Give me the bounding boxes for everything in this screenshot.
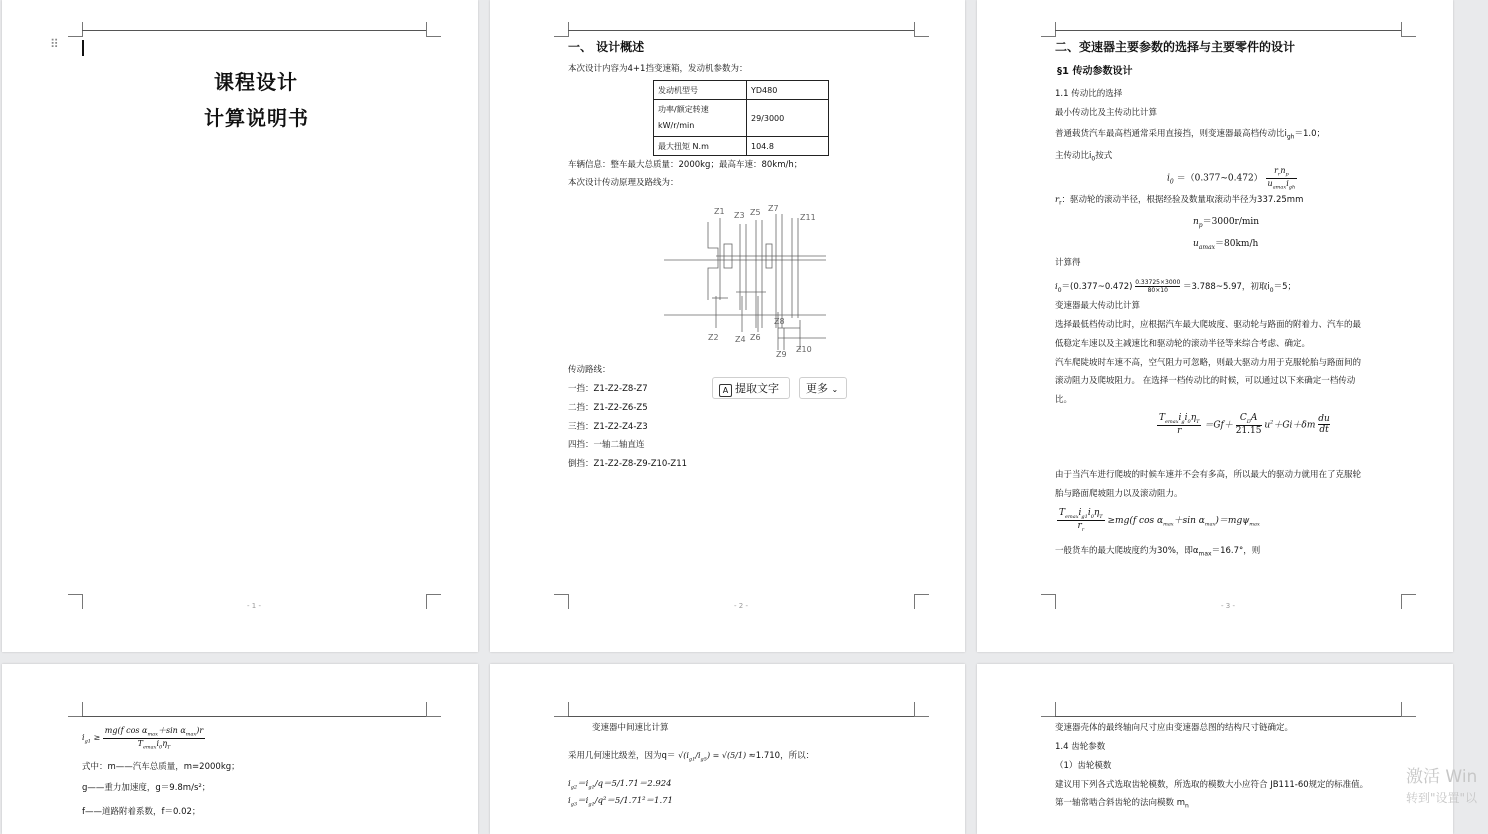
eq-fraction <box>1266 166 1298 190</box>
eq-part: ＝(0.377~0.472) <box>1061 282 1133 293</box>
eq-denominator: $r_r$ <box>1077 520 1085 533</box>
paragraph-text <box>568 751 814 763</box>
eq-part: ＝3000r/min <box>1202 217 1260 227</box>
corner-mark <box>1401 594 1416 609</box>
corner-mark <box>426 594 441 609</box>
eq-part: mg(f cos α <box>104 726 148 735</box>
eq-fraction <box>1057 508 1105 533</box>
header-line <box>82 716 426 717</box>
gear-label: Z4 <box>735 335 746 344</box>
paragraph-text: 比。 <box>1055 395 1073 405</box>
table-cell: 发动机型号 <box>654 81 747 100</box>
eq-denominator: 80×10 <box>1147 287 1168 295</box>
eq-part: u <box>1193 239 1199 249</box>
gear-label: Z5 <box>750 208 761 217</box>
header-line <box>568 30 914 31</box>
eq-fraction <box>103 726 206 750</box>
paragraph-text: g——重力加速度，g＝9.8m/s²； <box>82 783 211 793</box>
text-run: 第一轴常啮合斜齿轮的法向模数 m <box>1055 798 1185 808</box>
diagram-intro: 本次设计传动原理及路线为： <box>568 178 679 188</box>
eq-part: ≥mg(f cos α <box>1107 515 1164 526</box>
gear-label: Z7 <box>768 204 779 213</box>
corner-mark <box>914 22 929 37</box>
paragraph-text: 低稳定车速以及主减速比和驱动轮的滚动半径等来综合考虑、确定。 <box>1055 339 1311 349</box>
eq-part: u <box>1264 420 1271 431</box>
equation-result <box>1055 279 1296 294</box>
corner-mark <box>1041 22 1056 37</box>
header-line <box>568 716 914 717</box>
table-row <box>654 137 829 156</box>
subscript: gh <box>1286 133 1295 141</box>
equation-uamax <box>1193 239 1258 251</box>
text-run: 按式 <box>1095 151 1113 161</box>
paragraph-text: 胎与路面爬坡阻力以及滚动阻力。 <box>1055 489 1183 499</box>
corner-mark <box>68 702 83 717</box>
corner-mark <box>554 22 569 37</box>
paragraph-text <box>1055 798 1189 810</box>
eq-numerator: du <box>1318 413 1330 424</box>
equation-np <box>1193 217 1259 229</box>
text-run: ＝1.0； <box>1294 129 1326 139</box>
paragraph-text: 变速器壳体的最终轴向尺寸应由变速器总图的结构尺寸链确定。 <box>1055 723 1294 733</box>
subscript: n <box>1184 802 1189 810</box>
eq-part: )＝mgψ <box>1215 515 1250 526</box>
transmission-diagram <box>660 200 840 358</box>
subscript: 0 <box>1269 286 1274 294</box>
subscript: r <box>1277 171 1281 178</box>
document-page-1 <box>2 0 478 652</box>
text-recognize-icon: A <box>719 384 732 397</box>
eq-fraction <box>1318 414 1330 437</box>
eq-part: ＝3.788~5.97，初取i <box>1183 282 1270 293</box>
corner-mark <box>426 22 441 37</box>
header-line <box>82 30 426 31</box>
equation-gear3: $i_{g3}=i_{g1}/q^2=5/1.71^2=1.71$ <box>568 796 673 808</box>
corner-mark <box>1041 702 1056 717</box>
gear-label: Z2 <box>708 333 719 342</box>
corner-mark <box>1041 594 1056 609</box>
subsection-title: 1.4 齿轮参数 <box>1055 742 1106 752</box>
paragraph-text <box>1055 195 1303 207</box>
table-row <box>654 81 829 100</box>
page-number: - 2 - <box>734 602 748 610</box>
table-cell: 104.8 <box>747 137 829 156</box>
doc-title-line1: 课程设计 <box>214 70 298 94</box>
text-cursor <box>82 40 84 56</box>
route-item: 三挡：Z1-Z2-Z4-Z3 <box>568 422 648 432</box>
paragraph-text: 变速器中间速比计算 <box>592 723 669 733</box>
route-item: 二挡：Z1-Z2-Z6-Z5 <box>568 403 648 413</box>
header-line <box>1055 30 1401 31</box>
eq-part: n <box>1193 217 1199 227</box>
drag-handle-icon[interactable]: ⠿ <box>50 37 60 51</box>
text-run: 一般货车的最大爬坡度约为30%，即α <box>1055 546 1199 556</box>
corner-mark <box>426 702 441 717</box>
eq-part: i <box>568 779 571 789</box>
paragraph-text <box>1055 129 1325 141</box>
corner-mark <box>554 594 569 609</box>
eq-part: /q＝5/1.71＝2.924 <box>594 779 672 789</box>
eq-part: ＝i <box>577 779 589 789</box>
page-number: - 3 - <box>1221 602 1235 610</box>
table-row <box>654 100 829 137</box>
subscript: gh <box>1288 184 1296 191</box>
more-label: 更多 <box>806 382 828 395</box>
paragraph-text: 滚动阻力及爬坡阻力。 在选择一档传动比的时候，可以通过以下来确定一档传动 <box>1055 376 1356 386</box>
equation-driving-force: $T_{emax}i_gi_0\eta_T$ r ＝Gf＋ $C_DA$ 21.15 $u^2+Gi+\delta m$ $\frac{du}{dt}$ <box>1159 413 1330 436</box>
corner-mark <box>914 594 929 609</box>
eq-part: i <box>1055 282 1058 293</box>
engine-spec-table <box>653 80 829 156</box>
text-run: ：驱动轮的滚动半径，根据经验及数量取滚动半径为337.25mm <box>1061 195 1304 205</box>
activation-watermark: 激活 Win <box>1406 767 1478 787</box>
paragraph-text: 汽车爬陡坡时车速不高，空气阻力可忽略，则最大驱动力用于克服轮胎与路面间的 <box>1055 358 1362 368</box>
gear-label: Z9 <box>776 350 787 358</box>
eq-part: r <box>1274 166 1278 175</box>
eq-numerator: $T_{emax}i_{g1}i_0\eta_T$ <box>1059 508 1103 520</box>
subscript: r <box>1059 199 1062 207</box>
chevron-down-icon: ⌄ <box>831 385 839 394</box>
corner-mark <box>914 702 929 717</box>
eq-part: ＋sin α <box>157 726 186 735</box>
subscript: p <box>1285 171 1289 178</box>
document-page-5 <box>490 664 965 834</box>
equation-climb: $T_{emax}i_{g1}i_0\eta_T$ $r_r$ ≥mg(f $\cos \alpha_{max}+\sin$ $\alpha_{max})=mg\psi_{max}$ <box>1059 508 1260 533</box>
paragraph-text: 计算得 <box>1055 258 1081 268</box>
corner-mark <box>554 702 569 717</box>
eq-denominator: dt <box>1319 425 1329 436</box>
subscript: amax <box>1198 243 1216 251</box>
corner-mark <box>1401 22 1416 37</box>
eq-root: $√(i_{g1}/i_{g5}) = √(5/1)$ <box>678 751 749 763</box>
table-cell: 最大扭矩 N.m <box>654 137 747 156</box>
chapter-heading: 二、变速器主要参数的选择与主要零件的设计 <box>1055 40 1296 54</box>
text-run: ＝16.7°，则 <box>1211 546 1261 556</box>
equation-gear2: $i_{g2}=i_{g1}/q=5/1.71=2.924$ <box>568 779 672 791</box>
gear-label: Z6 <box>750 333 761 342</box>
section-heading: §1 传动参数设计 <box>1057 66 1133 77</box>
route-item: 四挡：一轴二轴直连 <box>568 440 645 450</box>
eq-denominator <box>1266 179 1298 191</box>
subscript: 0 <box>1057 286 1062 294</box>
eq-part: )r <box>196 726 204 735</box>
eq-part: T <box>137 738 143 748</box>
document-page-3 <box>977 0 1453 652</box>
eq-part: i <box>1286 178 1289 188</box>
section-heading: 一、 设计概述 <box>568 40 645 54</box>
corner-mark <box>68 594 83 609</box>
text-run: ≈1.710，所以： <box>748 751 815 761</box>
eq-numerator: mg(f $\cos \alpha_{max}+\sin$ $\alpha_{max})r$ <box>104 726 204 738</box>
text-run: 采用几何速比级差，因为q＝ <box>568 751 676 761</box>
header-line <box>1055 716 1401 717</box>
doc-title-line2: 计算说明书 <box>204 106 309 130</box>
subscript: emax <box>1165 418 1179 425</box>
table-cell: 29/3000 <box>747 100 829 137</box>
paragraph-text: 最小传动比及主传动比计算 <box>1055 108 1158 118</box>
eq-range: ＝（0.377~0.472） <box>1176 173 1263 184</box>
eq-denominator: r <box>1177 425 1182 436</box>
paragraph-text: f——道路附着系数，f＝0.02； <box>82 807 201 817</box>
intro-text: 本次设计内容为4+1挡变速箱，发动机参数为： <box>568 64 748 74</box>
activation-watermark-sub: 转到"设置"以 <box>1406 791 1478 805</box>
eq-symbol: i <box>1167 173 1170 184</box>
paragraph-text: 式中：m——汽车总质量，m=2000kg； <box>82 762 240 772</box>
paragraph-text <box>1055 546 1260 558</box>
subsection-title: 变速器最大传动比计算 <box>1055 301 1141 311</box>
text-run: 主传动比i <box>1055 151 1092 161</box>
subscript: amax <box>1272 184 1287 191</box>
eq-part: /q²＝5/1.71²＝1.71 <box>594 796 673 806</box>
more-button[interactable] <box>799 377 847 399</box>
page-number: - 1 - <box>247 602 261 610</box>
gear-label: Z3 <box>734 211 745 220</box>
eq-numerator: 0.33725×3000 <box>1135 279 1181 286</box>
document-page-4 <box>2 664 478 834</box>
eq-numerator <box>1266 166 1298 179</box>
extract-text-button[interactable] <box>712 377 790 399</box>
table-cell: 功率/额定转速 kW/r/min <box>654 100 747 137</box>
eq-denominator: $T_{emax}i_0\eta_T$ <box>137 738 171 751</box>
gear-label: Z8 <box>774 317 785 326</box>
eq-part: ＝Gf＋ <box>1204 420 1233 431</box>
table-cell: YD480 <box>747 81 829 100</box>
subscript: 0 <box>1169 178 1174 186</box>
equation-first-gear: $i_{g1}$ ≥ mg(f $\cos \alpha_{max}+\sin$ $\alpha_{max})r$ $T_{emax}i_0\eta_T$ <box>82 726 204 751</box>
paragraph-text: 由于当汽车进行爬坡的时候车速并不会有多高，所以最大的驱动力就用在了克服轮 <box>1055 470 1362 480</box>
document-page-6 <box>977 664 1453 834</box>
housing-outline <box>708 222 718 300</box>
eq-part: ＝i <box>577 796 589 806</box>
eq-denominator: 21.15 <box>1235 425 1262 436</box>
route-item: 倒挡：Z1-Z2-Z8-Z9-Z10-Z11 <box>568 459 688 469</box>
eq-part: ＋sin α <box>1173 515 1205 526</box>
eq-numerator: $C_DA$ <box>1236 413 1262 426</box>
eq-part: ＋Gi＋δm <box>1273 420 1316 431</box>
eq-part: ＝5； <box>1273 282 1296 293</box>
subscript: 0 <box>1091 155 1096 163</box>
document-page-2 <box>490 0 965 652</box>
equation-main-ratio <box>1167 166 1297 190</box>
eq-part: i <box>82 733 85 743</box>
corner-mark <box>68 22 83 37</box>
paragraph-text <box>1055 151 1112 163</box>
route-item: 一挡：Z1-Z2-Z8-Z7 <box>568 384 648 394</box>
gear-label: Z1 <box>714 207 725 216</box>
route-title: 传动路线： <box>568 365 611 375</box>
subsection-title: 1.1 传动比的选择 <box>1055 89 1123 99</box>
eq-part: T <box>1159 413 1166 423</box>
eq-part: C <box>1239 413 1247 423</box>
gear-label: Z10 <box>796 345 812 354</box>
corner-mark <box>1401 702 1416 717</box>
extract-text-label: 提取文字 <box>735 382 779 395</box>
eq-fraction <box>1135 279 1180 294</box>
subscript: p <box>1198 221 1203 229</box>
text-run: 普通载货汽车最高档通常采用直接挡，则变速器最高档传动比i <box>1055 129 1287 139</box>
gear-label: Z11 <box>800 213 816 222</box>
eq-fraction <box>1236 413 1262 437</box>
vehicle-info: 车辆信息：整车最大总质量：2000kg；最高车速：80km/h； <box>568 160 803 170</box>
eq-part: n <box>1280 166 1286 175</box>
eq-part: ＝80km/h <box>1215 239 1259 249</box>
eq-numerator: $T_{emax}i_gi_0\eta_T$ <box>1159 413 1200 425</box>
eq-part: u <box>1267 178 1273 188</box>
paragraph-text: 建议用下列各式选取齿轮模数，所选取的模数大小应符合 JB111-60规定的标准值。 <box>1055 780 1369 790</box>
paragraph-text: （1）齿轮模数 <box>1055 761 1112 771</box>
eq-fraction <box>1157 413 1201 437</box>
subscript: max <box>1198 550 1212 558</box>
text-run: r <box>1055 195 1060 205</box>
paragraph-text: 选择最低档传动比时，应根据汽车最大爬坡度、驱动轮与路面的附着力、汽车的最 <box>1055 320 1362 330</box>
eq-part: i <box>568 796 571 806</box>
